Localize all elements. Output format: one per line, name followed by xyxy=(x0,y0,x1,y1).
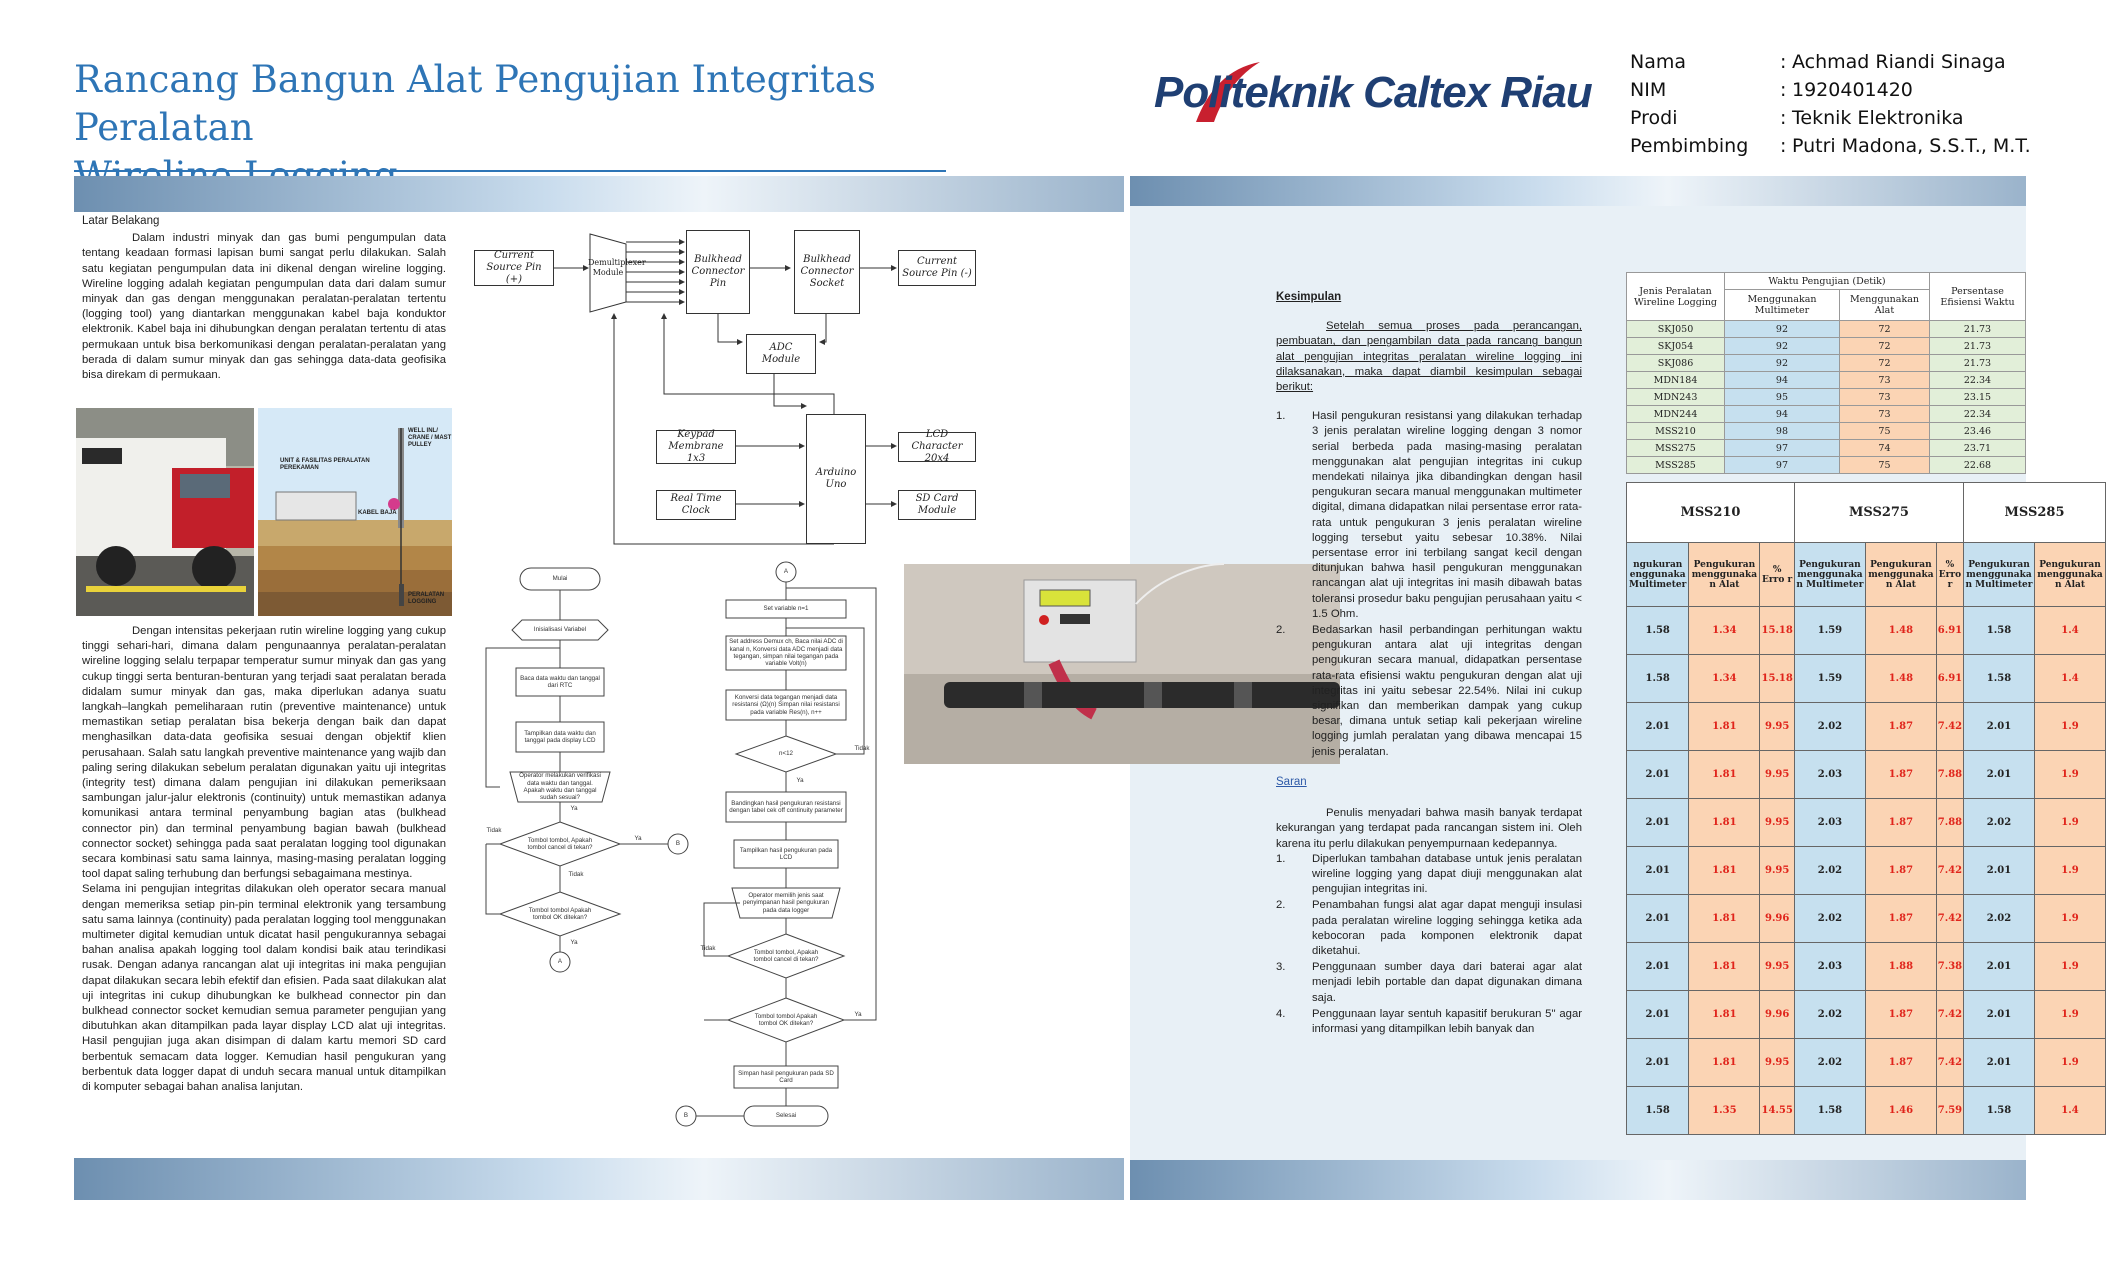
resistance-table-row xyxy=(1627,847,2106,895)
resistance-table-cell: 9.96 xyxy=(1760,895,1795,943)
resistance-table-cell: 2.02 xyxy=(1964,799,2035,847)
time-table-header-alat: Menggunakan Alat xyxy=(1839,290,1929,321)
meta-row-prodi: Prodi : Teknik Elektronika xyxy=(1630,107,1964,129)
kesimpulan-intro: Setelah semua proses pada perancangan, pembuatan, dan pengambilan data pada rancang bangun alat pengujian integritas peralatan wireline logging ini dilaksanakan, maka dapat diambil kesimpulan sebagai berikut: xyxy=(1276,320,1582,394)
time-table-cell: 21.73 xyxy=(1930,321,2026,338)
resistance-table-cell: 1.9 xyxy=(2034,1039,2105,1087)
resistance-table-cell: 1.81 xyxy=(1689,1039,1760,1087)
time-table-cell: 92 xyxy=(1725,355,1840,372)
resistance-table-cell: 1.58 xyxy=(1627,1087,1689,1135)
bottom-band-right xyxy=(1130,1158,2026,1200)
latar-belakang-top xyxy=(82,214,446,383)
time-table-cell: 72 xyxy=(1839,338,1929,355)
block-sd-card: SD Card Module xyxy=(898,490,976,520)
resistance-table-cell: 9.95 xyxy=(1760,703,1795,751)
block-current-source-minus: Current Source Pin (-) xyxy=(898,250,976,286)
block-keypad: Keypad Membrane 1x3 xyxy=(656,430,736,464)
resistance-table-cell: 6.91 xyxy=(1936,607,1963,655)
flow-r-label-ya-2: Ya xyxy=(854,1011,862,1019)
flow-r-ok: Tombol tombol Apakah tombol OK ditekan? xyxy=(754,1012,818,1027)
time-table-row xyxy=(1627,389,2026,406)
resistance-table-row xyxy=(1627,751,2106,799)
label-cable: KABEL BAJA xyxy=(358,510,397,516)
time-table-cell: 22.34 xyxy=(1930,406,2026,423)
time-table-row xyxy=(1627,338,2026,355)
resistance-table-cell: 2.03 xyxy=(1794,799,1865,847)
resistance-table-cell: 7.59 xyxy=(1936,1087,1963,1135)
student-info xyxy=(1630,48,2031,160)
block-adc: ADC Module xyxy=(746,334,816,374)
resistance-table-cell: 9.95 xyxy=(1760,799,1795,847)
flow-r-save: Simpan hasil pengukuran pada SD Card xyxy=(738,1069,834,1084)
label-unit: UNIT & FASILITAS PERALATAN PEREKAMAN xyxy=(280,458,370,471)
resistance-table-row xyxy=(1627,799,2106,847)
time-table xyxy=(1626,272,2026,474)
time-table-row xyxy=(1627,457,2026,474)
resistance-table-cell: 2.02 xyxy=(1964,895,2035,943)
resistance-table-cell: 1.87 xyxy=(1865,1039,1936,1087)
resistance-table-viewport xyxy=(1626,482,2103,1158)
title-line-1: Rancang Bangun Alat Pengujian Integritas Peralatan xyxy=(74,58,876,149)
saran-item-4: 4. Penggunaan layar sentuh kapasitif berukuran 5'' agar informasi yang ditampilkan lebih banyak dan xyxy=(1276,1007,1582,1035)
resistance-header-multi-3: Pengukuran menggunaka n Multimeter xyxy=(1964,543,2035,607)
resistance-table-cell: 1.9 xyxy=(2034,991,2105,1039)
time-table-row xyxy=(1627,355,2026,372)
resistance-table-cell: 1.58 xyxy=(1964,655,2035,703)
resistance-table-cell: 2.01 xyxy=(1627,943,1689,991)
label-tool: PERALATAN LOGGING xyxy=(408,592,445,605)
resistance-table-cell: 1.87 xyxy=(1865,703,1936,751)
resistance-table-cell: 2.02 xyxy=(1794,991,1865,1039)
resistance-table-cell: 1.59 xyxy=(1794,607,1865,655)
flow-label-ya: Ya xyxy=(634,835,642,843)
resistance-table-cell: 1.81 xyxy=(1689,799,1760,847)
kesimpulan-section xyxy=(1276,290,1582,1038)
resistance-table-cell: 1.87 xyxy=(1865,991,1936,1039)
resistance-table-cell: 1.87 xyxy=(1865,751,1936,799)
resistance-table-cell: 2.02 xyxy=(1794,1039,1865,1087)
time-table-cell: 72 xyxy=(1839,355,1929,372)
flow-label-ya-3: Ya xyxy=(570,939,578,947)
time-table-cell: SKJ086 xyxy=(1627,355,1725,372)
block-lcd: LCD Character 20x4 xyxy=(898,432,976,462)
kesimpulan-heading: Kesimpulan xyxy=(1276,291,1342,303)
flow-verify: Operator melakukan verifikasi data waktu dan tanggal. Apakah waktu dan tanggal sudah sesuai? xyxy=(519,772,601,802)
time-table-cell: 92 xyxy=(1725,321,1840,338)
flow-r-end: Selesai xyxy=(775,1112,797,1120)
time-table-cell: 74 xyxy=(1839,440,1929,457)
resistance-table-cell: 2.03 xyxy=(1794,943,1865,991)
time-table-cell: 92 xyxy=(1725,338,1840,355)
resistance-table-cell: 2.01 xyxy=(1964,703,2035,751)
resistance-table-row xyxy=(1627,655,2106,703)
resistance-table-cell: 7.88 xyxy=(1936,799,1963,847)
resistance-table-row xyxy=(1627,1039,2106,1087)
saran-intro: Penulis menyadari bahwa masih banyak terdapat kekurangan yang terdapat pada rancangan sistem ini. Oleh karena itu perlu dilakukan penyempurnaan kedepannya. xyxy=(1276,807,1582,850)
time-table-cell: 98 xyxy=(1725,423,1840,440)
resistance-table-cell: 2.02 xyxy=(1794,895,1865,943)
resistance-table-cell: 1.46 xyxy=(1865,1087,1936,1135)
time-table-cell: 75 xyxy=(1839,423,1929,440)
resistance-table-cell: 2.01 xyxy=(1964,847,2035,895)
top-band-left xyxy=(74,176,1124,212)
meta-row-nama: Nama : Achmad Riandi Sinaga xyxy=(1630,51,2006,73)
flowchart xyxy=(464,558,900,1138)
time-table-cell: MSS275 xyxy=(1627,440,1725,457)
flow-connector-b: B xyxy=(675,840,681,848)
block-diagram xyxy=(464,214,986,554)
resistance-table-cell: 1.34 xyxy=(1689,655,1760,703)
resistance-table-row xyxy=(1627,607,2106,655)
flow-r-label-tidak-2: Tidak xyxy=(700,945,716,953)
flow-r-compare: Bandingkan hasil pengukuran resistansi dengan tabel cek off continuity parameter xyxy=(729,799,843,814)
resistance-table-cell: 2.01 xyxy=(1627,703,1689,751)
resistance-group-mss210: MSS210 xyxy=(1627,483,1795,543)
flow-r-show: Tampilkan hasil pengukuran pada LCD xyxy=(739,846,833,861)
resistance-table-cell: 2.01 xyxy=(1964,1039,2035,1087)
time-table-row xyxy=(1627,372,2026,389)
institution-logo xyxy=(1148,60,1592,132)
time-table-header-efisiensi: Persentase Efisiensi Waktu xyxy=(1930,273,2026,321)
time-table-cell: MSS285 xyxy=(1627,457,1725,474)
time-table-cell: MSS210 xyxy=(1627,423,1725,440)
time-table-cell: 23.15 xyxy=(1930,389,2026,406)
block-arduino: Arduino Uno xyxy=(806,414,866,544)
resistance-table-cell: 1.9 xyxy=(2034,751,2105,799)
flow-start: Mulai xyxy=(552,575,568,583)
flow-label-tidak-2: Tidak xyxy=(568,871,584,879)
block-rtc: Real Time Clock xyxy=(656,490,736,520)
resistance-table-cell: 1.81 xyxy=(1689,847,1760,895)
resistance-table-cell: 9.95 xyxy=(1760,1039,1795,1087)
time-table-cell: 97 xyxy=(1725,457,1840,474)
latar-paragraph-2: Dengan intensitas pekerjaan rutin wireline logging yang cukup tinggi sehari-hari, dimana dalam pengunaannya peralatan-peralatan wireline logging selalu terpapar temperatur sumur minyak dan gas yang cukup tinggi serta benturan-benturan yang terjadi saat peralatan berada didalam sumur minyak dan gas, maka diperlukan adanya suatu langkah–langkah pemeliharaan rutin (preventive maintenance) untuk memastikan setiap peralatan bisa bekerja dengan baik dan dapat menghasilkan data-data geofisika sesuai dengan objektif klien perusahaan. Salah satu langkah preventive maintenance yang wajib dan paling sering dilakukan sebelum peralatan digunakan yaitu uji integritas (integrity test) dimana dalam pengujian ini dilakukan pemeriksaan sambungan jalur-jalur elektronis (continuity) untuk memastikan adanya komunikasi antara terminal penyambung bagian atas (bulkhead connector pin) dan terminal penyambung bagian bawah (bulkhead connector socket) sehingga pada saat peralatan logging tool digunakan secara kombinasi satu sama lainnya, masing-masing peralatan logging tool dapat saling terhubung dan berfungsi sebagaimana mestinya. xyxy=(82,625,446,881)
title-divider xyxy=(74,170,946,172)
flow-label-tidak: Tidak xyxy=(486,827,502,835)
resistance-header-alat-3: Pengukuran menggunaka n Alat xyxy=(2034,543,2105,607)
resistance-table-cell: 7.42 xyxy=(1936,895,1963,943)
resistance-table-cell: 14.55 xyxy=(1760,1087,1795,1135)
time-table-cell: 72 xyxy=(1839,321,1929,338)
resistance-table-cell: 1.87 xyxy=(1865,847,1936,895)
resistance-header-alat-2: Pengukuran menggunaka n Alat xyxy=(1865,543,1936,607)
saran-item-3: 3. Penggunaan sumber daya dari baterai agar alat menjadi lebih portable dan dapat digunakan dimana saja. xyxy=(1276,961,1582,1004)
block-demux: Demultiplexer Module xyxy=(588,258,646,277)
time-table-cell: 23.46 xyxy=(1930,423,2026,440)
resistance-table-cell: 1.48 xyxy=(1865,607,1936,655)
time-table-row xyxy=(1627,321,2026,338)
flow-read-rtc: Baca data waktu dan tanggal dari RTC xyxy=(520,674,600,689)
flow-show-lcd: Tampilkan data waktu dan tanggal pada display LCD xyxy=(524,729,596,744)
time-table-cell: MDN244 xyxy=(1627,406,1725,423)
block-current-source-plus: Current Source Pin (+) xyxy=(474,250,554,286)
time-table-cell: 94 xyxy=(1725,406,1840,423)
time-table-row xyxy=(1627,406,2026,423)
resistance-table xyxy=(1626,482,2106,1135)
resistance-table-cell: 1.4 xyxy=(2034,607,2105,655)
saran-heading[interactable]: Saran xyxy=(1276,775,1307,788)
resistance-table-cell: 7.38 xyxy=(1936,943,1963,991)
flow-r-set-n: Set variable n=1 xyxy=(763,605,809,613)
resistance-table-row xyxy=(1627,943,2106,991)
resistance-table-cell: 1.81 xyxy=(1689,751,1760,799)
flow-r-cancel: Tombol tombol, Apakah tombol cancel di tekan? xyxy=(753,948,819,963)
resistance-table-cell: 2.02 xyxy=(1794,703,1865,751)
resistance-table-row xyxy=(1627,991,2106,1039)
flow-label-ya-2: Ya xyxy=(570,805,578,813)
resistance-table-cell: 1.87 xyxy=(1865,895,1936,943)
kesimpulan-item-1: 1. Hasil pengukuran resistansi yang dilakukan terhadap 3 jenis peralatan wireline logging dengan 3 nomor serial berbeda pada masing-masing peralatan menggunakan alat pengujian integritas ini cukup mendekati nilainya jika dibandingkan dengan hasil pengukuran secara manual menggunakan multimeter digital, dimana didapatkan nilai persentase error rata-rata untuk pengukuran 3 jenis peralatan wireline logging tersebut yaitu sebesar 10.38%. Nilai persentase error ini terbilang sangat kecil dengan ditunjukan bahwa hasil pengukuran menggunakan rancangan alat uji integritas ini masih dibawah batas toleransi prosedur baku pengujian perusahaan yaitu < 1.5 Ohm. xyxy=(1276,410,1582,620)
resistance-table-cell: 1.4 xyxy=(2034,1087,2105,1135)
block-bulkhead-pin: Bulkhead Connector Pin xyxy=(686,230,750,314)
time-table-cell: 22.34 xyxy=(1930,372,2026,389)
flow-init: Inisialisasi Variabel xyxy=(533,626,587,634)
resistance-table-cell: 2.01 xyxy=(1627,1039,1689,1087)
resistance-table-cell: 1.59 xyxy=(1794,655,1865,703)
resistance-table-body xyxy=(1627,607,2106,1135)
resistance-table-cell: 1.35 xyxy=(1689,1087,1760,1135)
resistance-table-cell: 1.81 xyxy=(1689,991,1760,1039)
resistance-table-cell: 1.81 xyxy=(1689,895,1760,943)
latar-belakang-heading: Latar Belakang xyxy=(82,215,160,227)
time-table-cell: 75 xyxy=(1839,457,1929,474)
resistance-table-cell: 1.58 xyxy=(1964,607,2035,655)
resistance-table-cell: 2.03 xyxy=(1794,751,1865,799)
time-table-cell: 73 xyxy=(1839,389,1929,406)
resistance-table-cell: 2.01 xyxy=(1964,991,2035,1039)
time-table-cell: 94 xyxy=(1725,372,1840,389)
time-table-row xyxy=(1627,440,2026,457)
block-bulkhead-socket: Bulkhead Connector Socket xyxy=(794,230,860,314)
time-table-cell: SKJ054 xyxy=(1627,338,1725,355)
time-table-cell: 23.71 xyxy=(1930,440,2026,457)
resistance-table-cell: 2.02 xyxy=(1794,847,1865,895)
resistance-header-err-2: % Erro r xyxy=(1936,543,1963,607)
flow-r-choose: Operator memilih jenis saat penyimpanan hasil pengukuran pada data logger xyxy=(743,891,829,914)
latar-paragraph-3: Selama ini pengujian integritas dilakukan oleh operator secara manual dengan memeriksa setiap pin-pin terminal elektronik yang tersambung satu sama lainnya (continuity) pada peralatan logging tool menggunakan multimeter digital kemudian untuk dicatat hasil pengukurannya sebagai bahan analisa apakah logging tool dalam kondisi baik atau terindikasi rusak. Dengan adanya rancangan alat uji integritas ini maka pengujian dapat dilakukan secara lebih efektif dan efisien. Pada saat dilakukan alat uji integritas ini cukup dihubungkan ke bulkhead connector pin dan bulkhead connector socket kemudian semua parameter pengujian yang dibutuhkan akan ditampilkan pada layar display LCD alat uji integritas. Hasil pengujian juga akan disimpan di dalam kartu memori SD card berbentuk semacam data logger. Kemudian hasil pengukuran yang berbentuk data logger dapat di unduh secara manual untuk ditampilkan di komputer sebagai bahan analisa lanjutan. xyxy=(82,883,446,1094)
time-table-cell: 95 xyxy=(1725,389,1840,406)
resistance-header-multi-1: ngukuran enggunaka Multimeter xyxy=(1627,543,1689,607)
resistance-table-cell: 9.95 xyxy=(1760,751,1795,799)
meta-row-pembimbing: Pembimbing : Putri Madona, S.S.T., M.T. xyxy=(1630,135,2031,157)
resistance-table-cell: 2.01 xyxy=(1964,751,2035,799)
time-table-cell: SKJ050 xyxy=(1627,321,1725,338)
resistance-table-cell: 1.58 xyxy=(1794,1087,1865,1135)
logo-text: Politeknik Caltex Riau xyxy=(1154,68,1592,117)
resistance-table-cell: 1.58 xyxy=(1964,1087,2035,1135)
resistance-table-cell: 1.4 xyxy=(2034,655,2105,703)
resistance-group-mss285: MSS285 xyxy=(1964,483,2106,543)
time-table-header-waktu: Waktu Pengujian (Detik) xyxy=(1725,273,1930,290)
resistance-table-cell: 1.88 xyxy=(1865,943,1936,991)
label-well: WELL INL/ CRANE / MAST PULLEY xyxy=(408,428,452,448)
resistance-table-cell: 1.81 xyxy=(1689,703,1760,751)
kesimpulan-item-2: 2. Bedasarkan hasil perbandingan perhitungan waktu pengukuran antara alat uji integritas dengan pengukuran secara manual, didapatkan persentase rata-rata efisiensi waktu pengukuran dengan alat uji integritas ini yaitu sebesar 22.54%. Nilai ini cukup signifikan dan memberikan dampak yang cukup besar, dimana untuk setiap kali pekerjaan wireline logging jumlah peralatan yang dibawa mencapai 15 jenis peralatan. xyxy=(1276,624,1582,758)
resistance-header-err-1: % Erro r xyxy=(1760,543,1795,607)
flow-r-label-ya: Ya xyxy=(796,777,804,785)
time-table-cell: 21.73 xyxy=(1930,338,2026,355)
resistance-table-cell: 15.18 xyxy=(1760,607,1795,655)
logging-truck-photo xyxy=(76,408,254,616)
resistance-table-cell: 2.01 xyxy=(1627,847,1689,895)
resistance-table-cell: 6.91 xyxy=(1936,655,1963,703)
resistance-table-row xyxy=(1627,703,2106,751)
resistance-table-cell: 1.87 xyxy=(1865,799,1936,847)
resistance-table-row xyxy=(1627,895,2106,943)
time-table-cell: 22.68 xyxy=(1930,457,2026,474)
resistance-table-cell: 9.96 xyxy=(1760,991,1795,1039)
time-table-cell: MDN243 xyxy=(1627,389,1725,406)
resistance-header-multi-2: Pengukuran menggunaka n Multimeter xyxy=(1794,543,1865,607)
resistance-table-cell: 7.42 xyxy=(1936,703,1963,751)
resistance-table-cell: 7.42 xyxy=(1936,847,1963,895)
flow-r-label-tidak: Tidak xyxy=(854,745,870,753)
bottom-band-left xyxy=(74,1158,1124,1200)
flow-connector-a: A xyxy=(557,958,563,966)
flow-r-read-adc: Set address Demux ch, Baca nilai ADC di kanal n, Konversi data ADC menjadi data tegangan, simpan nilai tegangan pada variable Volt(n) xyxy=(729,638,843,668)
flow-r-loop: n<12 xyxy=(779,750,793,758)
flow-ok-decision: Tombol tombol Apakah tombol OK ditekan? xyxy=(528,906,592,921)
flow-r-connector-b: B xyxy=(683,1112,689,1120)
time-table-cell: 21.73 xyxy=(1930,355,2026,372)
saran-item-2: 2. Penambahan fungsi alat agar dapat menguji insulasi pada peralatan wireline logging sehingga ketika ada kebocoran pada komponen elektronik dapat diketahui. xyxy=(1276,899,1582,957)
resistance-table-cell: 1.58 xyxy=(1627,607,1689,655)
resistance-table-cell: 7.42 xyxy=(1936,991,1963,1039)
resistance-header-alat-1: Pengukuran menggunaka n Alat xyxy=(1689,543,1760,607)
time-table-header-multimeter: Menggunakan Multimeter xyxy=(1725,290,1840,321)
time-table-cell: 97 xyxy=(1725,440,1840,457)
wireline-schematic-photo xyxy=(258,408,452,616)
time-table-cell: 73 xyxy=(1839,406,1929,423)
resistance-table-cell: 1.81 xyxy=(1689,943,1760,991)
resistance-table-cell: 7.42 xyxy=(1936,1039,1963,1087)
resistance-table-cell: 2.01 xyxy=(1627,751,1689,799)
flow-cancel-decision: Tombol tombol, Apakah tombol cancel di tekan? xyxy=(527,836,593,851)
resistance-table-cell: 7.88 xyxy=(1936,751,1963,799)
resistance-table-cell: 2.01 xyxy=(1627,991,1689,1039)
resistance-table-cell: 1.48 xyxy=(1865,655,1936,703)
resistance-table-cell: 1.58 xyxy=(1627,655,1689,703)
resistance-table-cell: 1.9 xyxy=(2034,799,2105,847)
resistance-table-cell: 1.9 xyxy=(2034,895,2105,943)
latar-belakang-bottom xyxy=(82,624,446,1095)
time-table-row xyxy=(1627,423,2026,440)
time-table-header-jenis: Jenis Peralatan Wireline Logging xyxy=(1627,273,1725,321)
resistance-table-cell: 1.34 xyxy=(1689,607,1760,655)
flow-r-connector-a: A xyxy=(783,568,789,576)
resistance-table-cell: 1.9 xyxy=(2034,847,2105,895)
flow-r-convert: Konversi data tegangan menjadi data resistansi (Ω)(n) Simpan nilai resistansi pada variable Res(n), n++ xyxy=(732,693,840,716)
resistance-table-cell: 2.01 xyxy=(1964,943,2035,991)
latar-paragraph-1: Dalam industri minyak dan gas bumi pengumpulan data tentang keadaan formasi lapisan bumi sangat perlu dilakukan. Salah satu kegiatan pengumpulan data ini dikenal dengan wireline logging. Wireline logging adalah kegiatan pengumpulan data dari dalam sumur minyak dan gas dengan menggunakan peralatan-peralatan tertentu (logging tool) yang diantarkan menggunakan kabel baja konduktor elektronik. Kabel baja ini dihubungkan dengan peralatan tertentu di atas permukaan untuk bisa berkomunikasi dengan peralatan-peralatan yang berada di dalam sumur minyak dan gas sehingga data-data geofisika bisa direkam di permukaan. xyxy=(82,232,446,382)
device-photo xyxy=(904,564,1340,764)
saran-item-1: 1. Diperlukan tambahan database untuk jenis peralatan wireline logging yang dapat diuji menggunakan alat pengujian integritas ini. xyxy=(1276,852,1582,896)
time-table-cell: 73 xyxy=(1839,372,1929,389)
time-table-cell: MDN184 xyxy=(1627,372,1725,389)
meta-row-nim: NIM : 1920401420 xyxy=(1630,79,1913,101)
resistance-table-cell: 1.9 xyxy=(2034,703,2105,751)
resistance-table-cell: 2.01 xyxy=(1627,799,1689,847)
resistance-group-mss275: MSS275 xyxy=(1794,483,1963,543)
resistance-table-row xyxy=(1627,1087,2106,1135)
resistance-table-cell: 2.01 xyxy=(1627,895,1689,943)
time-table-body xyxy=(1627,321,2026,474)
resistance-table-cell: 15.18 xyxy=(1760,655,1795,703)
resistance-table-cell: 9.95 xyxy=(1760,943,1795,991)
resistance-table-cell: 9.95 xyxy=(1760,847,1795,895)
resistance-table-cell: 1.9 xyxy=(2034,943,2105,991)
